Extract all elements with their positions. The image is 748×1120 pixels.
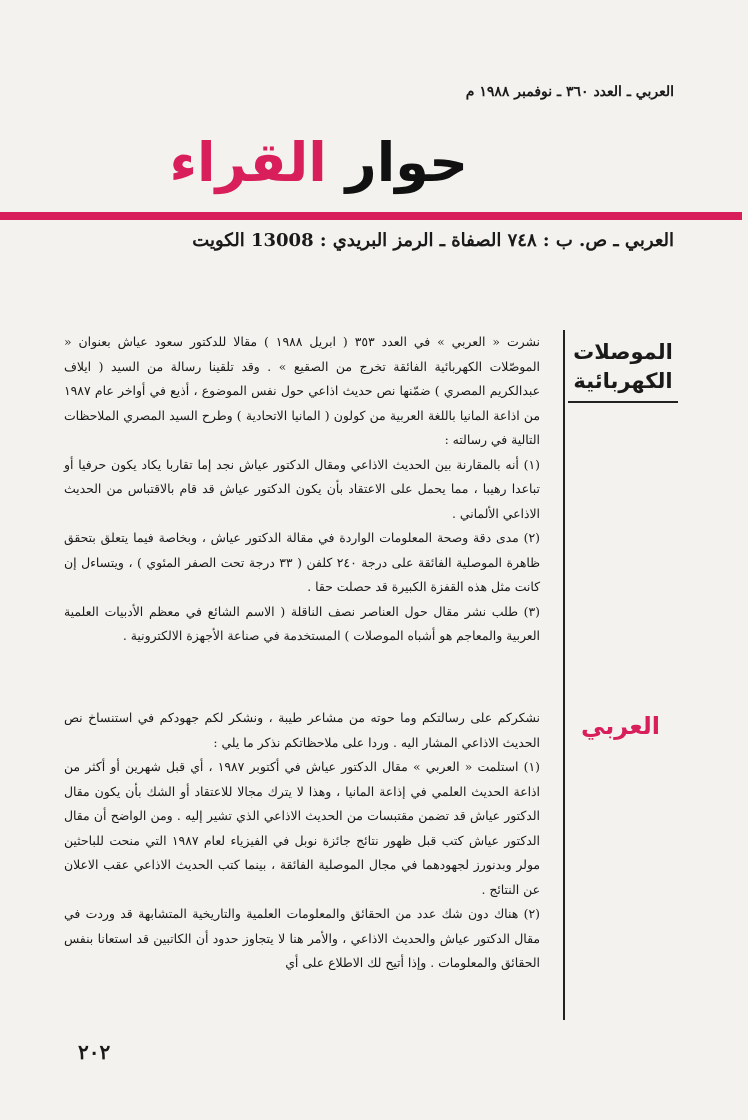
section-title-black: حوار [345,131,468,194]
reply-paragraph: (٢) هناك دون شك عدد من الحقائق والمعلومات العلمية والتاريخية المتشابهة قد وردت في مقال الدكتور عياش والحديث الاذاعي ، والأمر هنا لا يتجاوز حدود أن الكاتبين قد استعانا بنفس الحقائق والمعلومات . وإذا أتيح لك الاطلاع على أي [64,906,540,970]
section-title-accent: القراء [169,131,327,194]
brand-label: العربي [580,712,660,740]
header-rule [0,212,742,220]
column-divider [563,330,565,1020]
reply-paragraph: نشكركم على رسالتكم وما حوته من مشاعر طيبة ، ونشكر لكم جهودكم في استنساخ نص الحديث الاذاعي المشار اليه . وردا على ملاحظاتكم نذكر ما يلي : [64,710,540,750]
page-number: ٢٠٢ [78,1040,111,1064]
letter-paragraph: (١) أنه بالمقارنة بين الحديث الاذاعي ومقال الدكتور عياش نجد إما تقاربا يكاد يكون حرفيا أو تباعدا رهيبا ، مما يحمل على الاعتقاد بأن يكون الدكتور عياش قد قام بالاقتباس من الحديث الاذاعي الألماني . [64,456,540,521]
topic-label [564,338,682,403]
letter-paragraph: نشرت « العربي » في العدد ٣٥٣ ( ابريل ١٩٨٨ ) مقالا للدكتور سعود عياش بعنوان « الموصّلات الكهربائية الفائقة تخرج من الصقيع » . وقد تلقينا رسالة من السيد ( ايلاف عبدالكريم المصري ) ضمّنها نص حديث اذاعي حول نفس الموضوع ، أذيع في أواخر عام ١٩٨٧ من اذاعة المانيا باللغة العربية من كولون ( المانيا الاتحادية ) وطرح السيد المصري الملاحظات التالية في رسالته : [64,334,540,447]
topic-line1: الموصلات [573,340,673,364]
section-title [169,131,468,194]
editor-reply [64,706,540,1036]
reply-paragraph: (١) استلمت « العربي » مقال الدكتور عياش في أكتوبر ١٩٨٧ ، أي قبل شهرين أو أكثر من اذاعة الحديث العلمي في إذاعة المانيا ، وهذا لا يترك مجالا للاعتقاد أو الشك بأن يكون مقال الدكتور عياش قد تضمن مقتبسات من الحديث الاذاعي الذي تشير إليه . ومن الواضح أن مقال الدكتور عياش كتب قبل ظهور نتائج جائزة نوبل في الفيزياء لعام ١٩٨٧ التي منحت للباحثين مولر وبدنورز لجهودهما في مجال الموصلية الفائقة ، بينما كتب الحديث الاذاعي عقب الاعلان عن النتائج . [64,759,540,897]
letter-paragraph: (٣) طلب نشر مقال حول العناصر نصف الناقلة ( الاسم الشائع في معظم الأدبيات العلمية العربية والمعاجم هو أشباه الموصلات ) المستخدمة في صناعة الأجهزة الالكترونية . [64,603,540,643]
letter-paragraph: (٢) مدى دقة وصحة المعلومات الواردة في مقالة الدكتور عياش ، وبخاصة فيما يتعلق بتحقق ظاهرة الموصلية الفائقة على درجة ٢٤٠ كلفن ( ٣٣ درجة تحت الصفر المئوي ) ، ويتساءل إن كانت مثل هذه القفزة الكبيرة قد حصلت حقا . [64,530,540,594]
topic-line2: الكهربائية [573,369,673,394]
mailing-address: العربي ـ ص. ب : ٧٤٨ الصفاة ـ الرمز البريدي : 13008 الكويت [192,230,674,251]
issue-info: العربي ـ العدد ٣٦٠ ـ نوفمبر ١٩٨٨ م [465,84,674,100]
reader-letter [64,330,540,700]
topic-underline [568,401,678,403]
